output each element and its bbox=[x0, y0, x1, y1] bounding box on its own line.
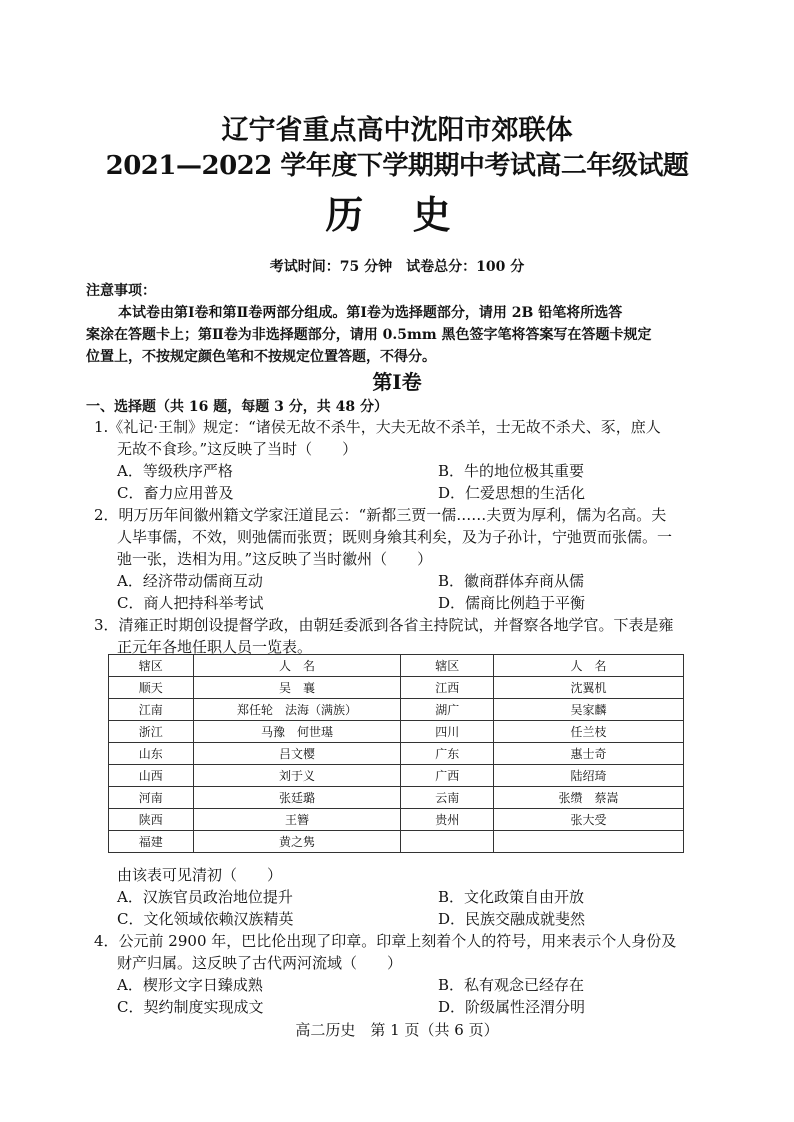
table-header-cell: 辖区 bbox=[109, 655, 194, 677]
table-cell: 任兰枝 bbox=[493, 721, 683, 743]
table-row bbox=[109, 721, 684, 743]
question-3-option-a[interactable]: A．汉族官员政治地位提升 bbox=[117, 888, 293, 906]
table-cell: 黄之隽 bbox=[193, 831, 401, 853]
table-row bbox=[109, 831, 684, 853]
table-cell bbox=[401, 831, 494, 853]
table-cell: 吴 襄 bbox=[193, 677, 401, 699]
question-4-line: 财产归属。这反映了古代两河流域（ ） bbox=[117, 954, 403, 972]
question-4-option-b[interactable]: B．私有观念已经存在 bbox=[438, 976, 585, 994]
question-2-option-c[interactable]: C．商人把持科举考试 bbox=[117, 594, 264, 612]
table-row bbox=[109, 699, 684, 721]
question-2-option-d[interactable]: D．儒商比例趋于平衡 bbox=[438, 594, 586, 612]
question-1-option-b[interactable]: B．牛的地位极其重要 bbox=[438, 462, 585, 480]
table-row bbox=[109, 743, 684, 765]
question-2-option-a[interactable]: A．经济带动儒商互动 bbox=[117, 572, 263, 590]
question-1-option-c[interactable]: C．畜力应用普及 bbox=[117, 484, 234, 502]
table-header-row bbox=[109, 655, 684, 677]
part-title: 一、选择题（共 16 题，每题 3 分，共 48 分） bbox=[86, 399, 388, 415]
table-cell: 张缵 蔡嵩 bbox=[493, 787, 683, 809]
table-cell bbox=[493, 831, 683, 853]
question-3-line: 3．清雍正时期创设提督学政，由朝廷委派到各省主持院试，并督察各地学官。下表是雍 bbox=[94, 616, 674, 634]
table-cell: 陕西 bbox=[109, 809, 194, 831]
table-cell: 山西 bbox=[109, 765, 194, 787]
subject-title: 历 史 bbox=[325, 192, 469, 237]
table-cell: 惠士奇 bbox=[493, 743, 683, 765]
table-cell: 张廷璐 bbox=[193, 787, 401, 809]
table-cell: 吕文樱 bbox=[193, 743, 401, 765]
table-cell: 河南 bbox=[109, 787, 194, 809]
table-cell: 吴家麟 bbox=[493, 699, 683, 721]
question-2-option-b[interactable]: B．徽商群体弃商从儒 bbox=[438, 572, 585, 590]
question-4-option-c[interactable]: C．契约制度实现成文 bbox=[117, 998, 264, 1016]
table-row bbox=[109, 787, 684, 809]
table-header-cell: 人 名 bbox=[193, 655, 401, 677]
table-cell: 湖广 bbox=[401, 699, 494, 721]
question-4-option-a[interactable]: A．楔形文字日臻成熟 bbox=[117, 976, 263, 994]
question-2-line: 弛一张，迭相为用。”这反映了当时徽州（ ） bbox=[117, 550, 433, 568]
question-1-line: 无故不食珍。”这反映了当时（ ） bbox=[117, 440, 358, 458]
table-cell: 江南 bbox=[109, 699, 194, 721]
question-3-option-c[interactable]: C．文化领域依赖汉族精英 bbox=[117, 910, 294, 928]
table-cell: 沈翼机 bbox=[493, 677, 683, 699]
question-4-line: 4．公元前 2900 年，巴比伦出现了印章。印章上刻着个人的符号，用来表示个人身份及 bbox=[94, 932, 677, 950]
table-cell: 张大受 bbox=[493, 809, 683, 831]
table-cell: 江西 bbox=[401, 677, 494, 699]
table-cell: 浙江 bbox=[109, 721, 194, 743]
table-cell: 贵州 bbox=[401, 809, 494, 831]
table-header-cell: 人 名 bbox=[493, 655, 683, 677]
question-2-line: 人毕事儒，不效，则弛儒而张贾；既则身飨其利矣，及为子孙计，宁弛贾而张儒。一 bbox=[117, 528, 673, 546]
exam-time-score: 考试时间：75 分钟 试卷总分：100 分 bbox=[269, 259, 525, 275]
question-3-option-b[interactable]: B．文化政策自由开放 bbox=[438, 888, 585, 906]
table-cell: 福建 bbox=[109, 831, 194, 853]
page-footer: 高二历史 第 1 页（共 6 页） bbox=[295, 1021, 499, 1039]
question-3-line: 正元年各地任职人员一览表。 bbox=[117, 638, 313, 656]
question-3-option-d[interactable]: D．民族交融成就斐然 bbox=[438, 910, 586, 928]
question-4-option-d[interactable]: D．阶级属性泾渭分明 bbox=[438, 998, 586, 1016]
question-3-stem: 由该表可见清初（ ） bbox=[117, 866, 283, 884]
table-cell: 陆绍琦 bbox=[493, 765, 683, 787]
notice-line: 位置上，不按规定颜色笔和不按规定位置答题，不得分。 bbox=[86, 349, 436, 365]
section-title: 第Ⅰ卷 bbox=[372, 370, 422, 394]
table-cell: 刘于义 bbox=[193, 765, 401, 787]
exam-title-line1: 辽宁省重点高中沈阳市郊联体 bbox=[221, 115, 573, 146]
question-2-line: 2．明万历年间徽州籍文学家汪道昆云：“新都三贾一儒……夫贾为厚利，儒为名高。夫 bbox=[94, 506, 667, 524]
table-cell: 四川 bbox=[401, 721, 494, 743]
notice-line: 本试卷由第Ⅰ卷和第Ⅱ卷两部分组成。第Ⅰ卷为选择题部分，请用 2B 铅笔将所选答 bbox=[118, 305, 623, 321]
table-header-cell: 辖区 bbox=[401, 655, 494, 677]
table-row bbox=[109, 809, 684, 831]
question-1-option-d[interactable]: D．仁爱思想的生活化 bbox=[438, 484, 586, 502]
notice-heading: 注意事项： bbox=[86, 283, 156, 299]
table-cell: 王簪 bbox=[193, 809, 401, 831]
table-cell: 山东 bbox=[109, 743, 194, 765]
table-cell: 云南 bbox=[401, 787, 494, 809]
exam-title-line2: 2021—2022 学年度下学期期中考试高二年级试题 bbox=[105, 151, 689, 181]
notice-line: 案涂在答题卡上；第Ⅱ卷为非选择题部分，请用 0.5mm 黑色签字笔将答案写在答题卡规定 bbox=[86, 327, 652, 343]
table-cell: 顺天 bbox=[109, 677, 194, 699]
table-cell: 马豫 何世璂 bbox=[193, 721, 401, 743]
officials-table bbox=[108, 654, 684, 853]
question-1-line: 1.《礼记·王制》规定：“诸侯无故不杀牛，大夫无故不杀羊，士无故不杀犬、豕，庶人 bbox=[94, 418, 661, 436]
table-row bbox=[109, 765, 684, 787]
table-row bbox=[109, 677, 684, 699]
table-cell: 广西 bbox=[401, 765, 494, 787]
question-1-option-a[interactable]: A．等级秩序严格 bbox=[117, 462, 233, 480]
table-cell: 郑任轮 法海（满族） bbox=[193, 699, 401, 721]
table-cell: 广东 bbox=[401, 743, 494, 765]
